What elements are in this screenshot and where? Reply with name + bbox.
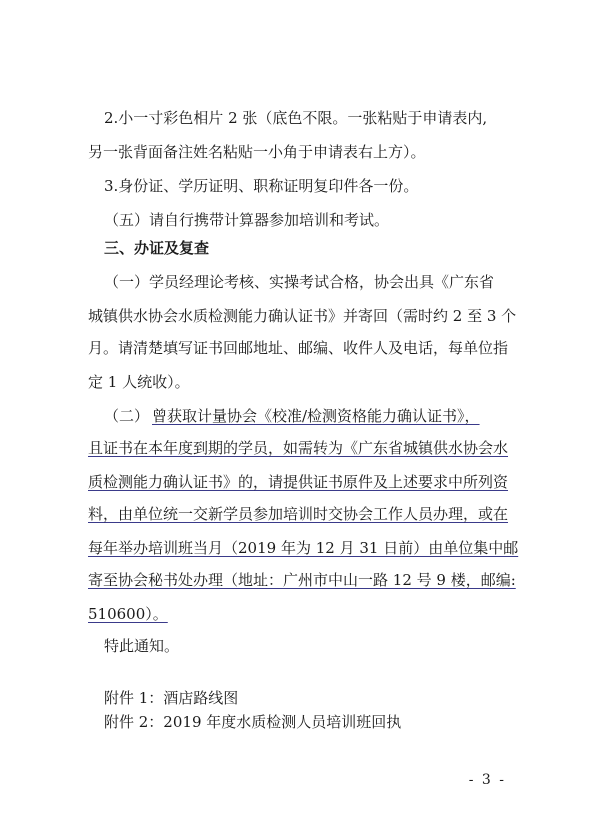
para-2-line-5: 每年举办培训班当月（2019 年为 12 月 31 日前）由单位集中邮 bbox=[88, 539, 519, 557]
para-2-line-6: 寄至协会秘书处办理（地址：广州市中山一路 12 号 9 楼，邮编: bbox=[88, 571, 516, 589]
attachment-1: 附件 1：酒店路线图 bbox=[104, 689, 239, 707]
para-1-line-4: 定 1 人统收）。 bbox=[88, 373, 190, 391]
para-2-line-3: 质检测能力确认证书》的，请提供证书原件及上述要求中所列资 bbox=[88, 473, 509, 491]
para-2-line-2: 且证书在本年度到期的学员，如需转为《广东省城镇供水协会水 bbox=[88, 439, 509, 457]
item-2-photos-cont: 另一张背面备注姓名粘贴一小角于申请表右上方）。 bbox=[88, 143, 426, 161]
para-2-line-4: 料，由单位统一交新学员参加培训时交协会工作人员办理，或在 bbox=[88, 505, 509, 523]
page-number: - 3 - bbox=[468, 772, 506, 788]
para-2-line-1: 曾获取计量协会《校准/检测资格能力确认证书》， bbox=[152, 407, 480, 425]
para-1-line-2: 城镇供水协会水质检测能力确认证书》并寄回（需时约 2 至 3 个 bbox=[88, 307, 517, 325]
section-5-calculator: （五）请自行携带计算器参加培训和考试。 bbox=[104, 211, 390, 229]
para-2-line-7: 510600）。 bbox=[88, 605, 168, 623]
item-3-documents: 3.身份证、学历证明、职称证明复印件各一份。 bbox=[104, 177, 419, 195]
para-2-label: （二） bbox=[104, 407, 150, 425]
attachment-2: 附件 2：2019 年度水质检测人员培训班回执 bbox=[104, 713, 402, 731]
para-1-line-3: 月。请清楚填写证书回邮地址、邮编、收件人及电话，每单位指 bbox=[88, 339, 509, 357]
section-heading-3: 三、办证及复查 bbox=[104, 239, 210, 257]
para-1-line-1: （一）学员经理论考核、实操考试合格，协会出具《广东省 bbox=[104, 273, 495, 291]
item-2-photos: 2.小一寸彩色相片 2 张（底色不限。一张粘贴于申请表内, bbox=[104, 109, 488, 127]
closing-notice: 特此通知。 bbox=[104, 637, 180, 655]
